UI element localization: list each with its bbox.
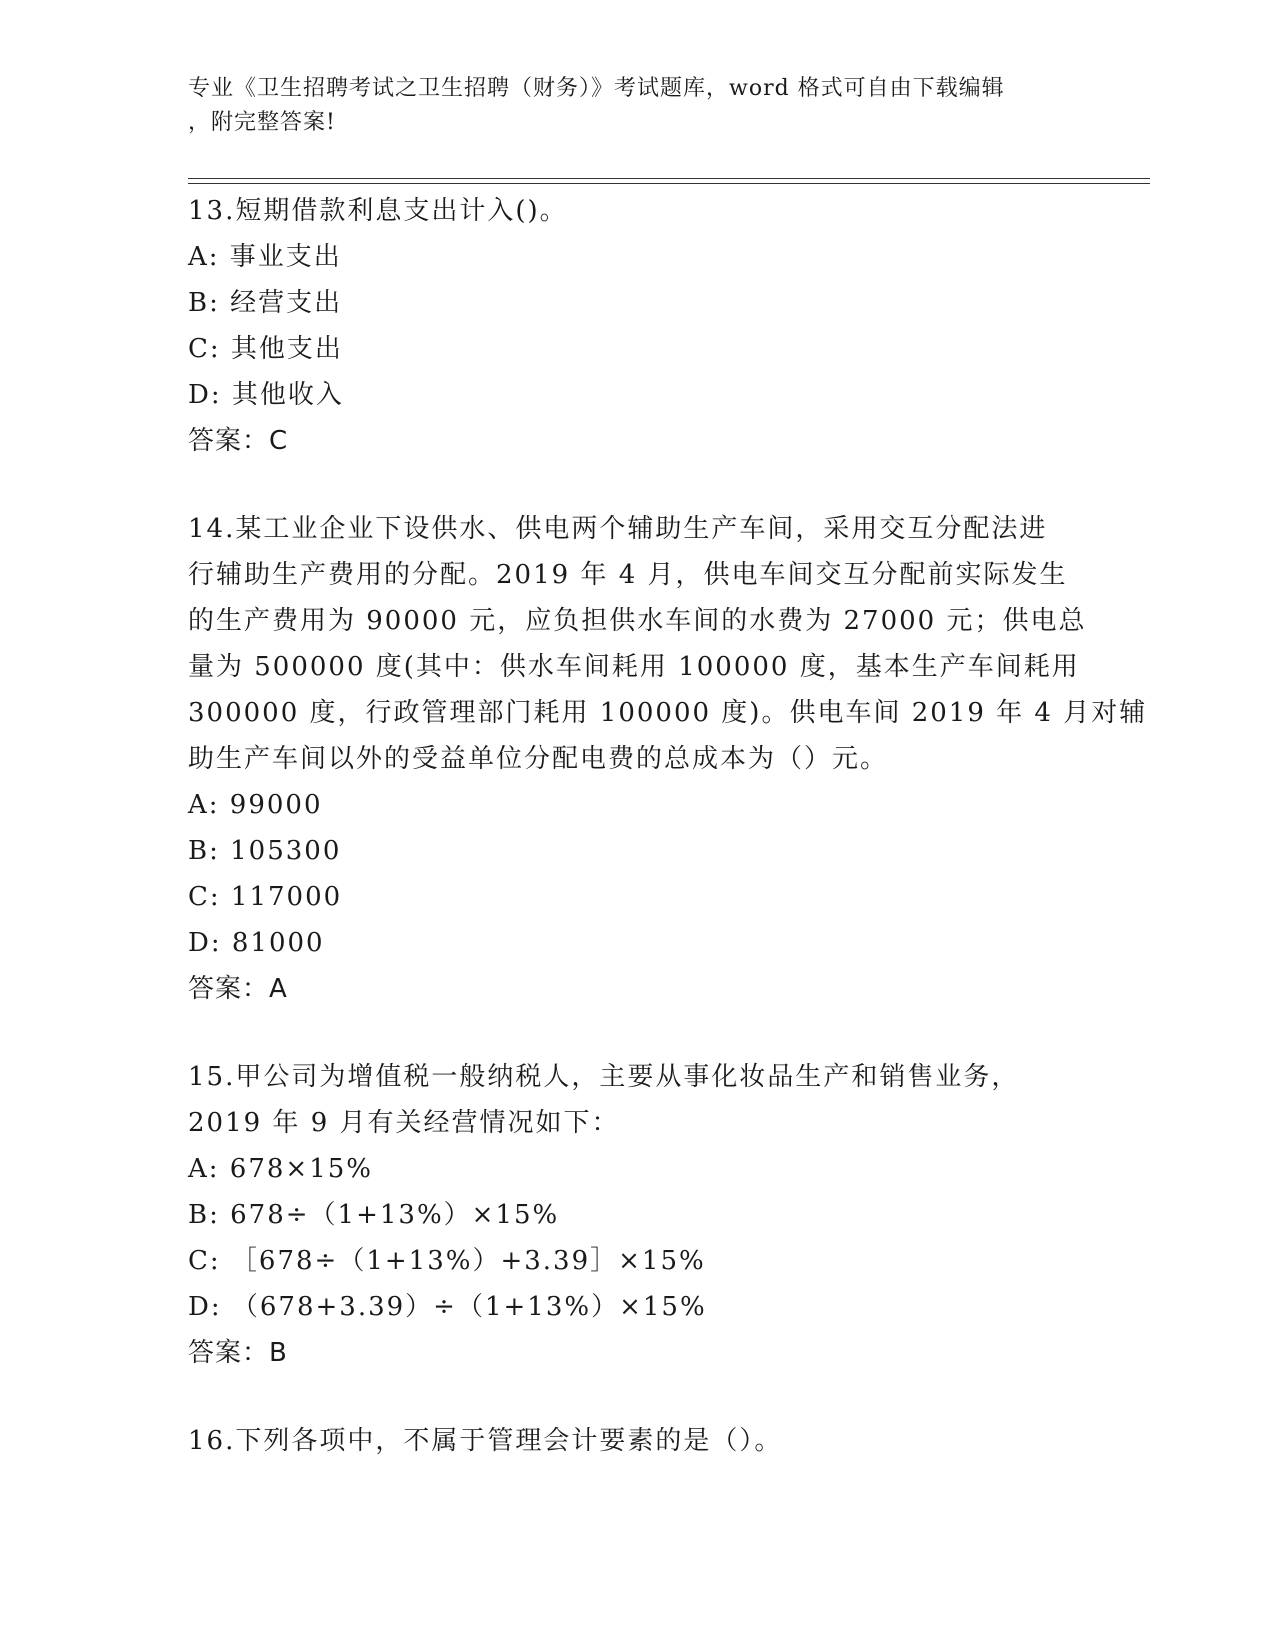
header-line-2: ，附完整答案! — [188, 110, 336, 135]
stem-line: 的生产费用为 90000 元，应负担供水车间的水费为 27000 元；供电总 — [188, 606, 1087, 636]
question-15 — [188, 1054, 1088, 1376]
option-a: A: 678×15% — [188, 1154, 374, 1184]
option-d: D: （678+3.39）÷（1+13%）×15% — [188, 1292, 707, 1322]
question-stem — [188, 506, 1148, 782]
option-b: B: 经营支出 — [188, 288, 343, 318]
stem-line: 行辅助生产费用的分配。2019 年 4 月，供电车间交互分配前实际发生 — [188, 560, 1068, 590]
option-a: A: 事业支出 — [188, 242, 342, 272]
header-line-1: 专业《卫生招聘考试之卫生招聘（财务）》考试题库，word 格式可自由下载编辑 — [188, 76, 1005, 101]
option-b: B: 105300 — [188, 836, 342, 866]
stem-line: 助生产车间以外的受益单位分配电费的总成本为（）元。 — [188, 744, 889, 774]
question-13 — [188, 188, 1088, 464]
document-header — [188, 72, 1088, 140]
option-c: C: ［678÷（1+13%）+3.39］×15% — [188, 1246, 706, 1276]
question-list — [188, 188, 1148, 1464]
question-16 — [188, 1418, 1088, 1464]
stem-line: 2019 年 9 月有关经营情况如下： — [188, 1108, 620, 1138]
option-d: D: 81000 — [188, 928, 325, 958]
stem-line: 15.甲公司为增值税一般纳税人，主要从事化妆品生产和销售业务， — [188, 1062, 1020, 1092]
stem-line: 量为 500000 度(其中：供水车间耗用 100000 度，基本生产车间耗用 — [188, 652, 1080, 682]
option-b: B: 678÷（1+13%）×15% — [188, 1200, 560, 1230]
stem-line: 300000 度，行政管理部门耗用 100000 度)。供电车间 2019 年 4 月对辅 — [188, 698, 1148, 728]
header-divider-top — [188, 178, 1150, 179]
option-c: C: 其他支出 — [188, 334, 343, 364]
question-14 — [188, 506, 1148, 1012]
answer-label: 答案：B — [188, 1338, 288, 1368]
option-d: D: 其他收入 — [188, 380, 344, 410]
answer-label: 答案：C — [188, 426, 289, 456]
stem-line: 16.下列各项中，不属于管理会计要素的是（）。 — [188, 1426, 783, 1456]
question-stem — [188, 1054, 1088, 1146]
stem-line: 14.某工业企业下设供水、供电两个辅助生产车间，采用交互分配法进 — [188, 514, 1048, 544]
question-stem — [188, 188, 1088, 234]
answer-label: 答案：A — [188, 974, 288, 1004]
option-a: A: 99000 — [188, 790, 323, 820]
header-divider-bottom — [188, 183, 1150, 184]
option-c: C: 117000 — [188, 882, 343, 912]
question-stem — [188, 1418, 1088, 1464]
stem-line: 13.短期借款利息支出计入()。 — [188, 196, 568, 226]
